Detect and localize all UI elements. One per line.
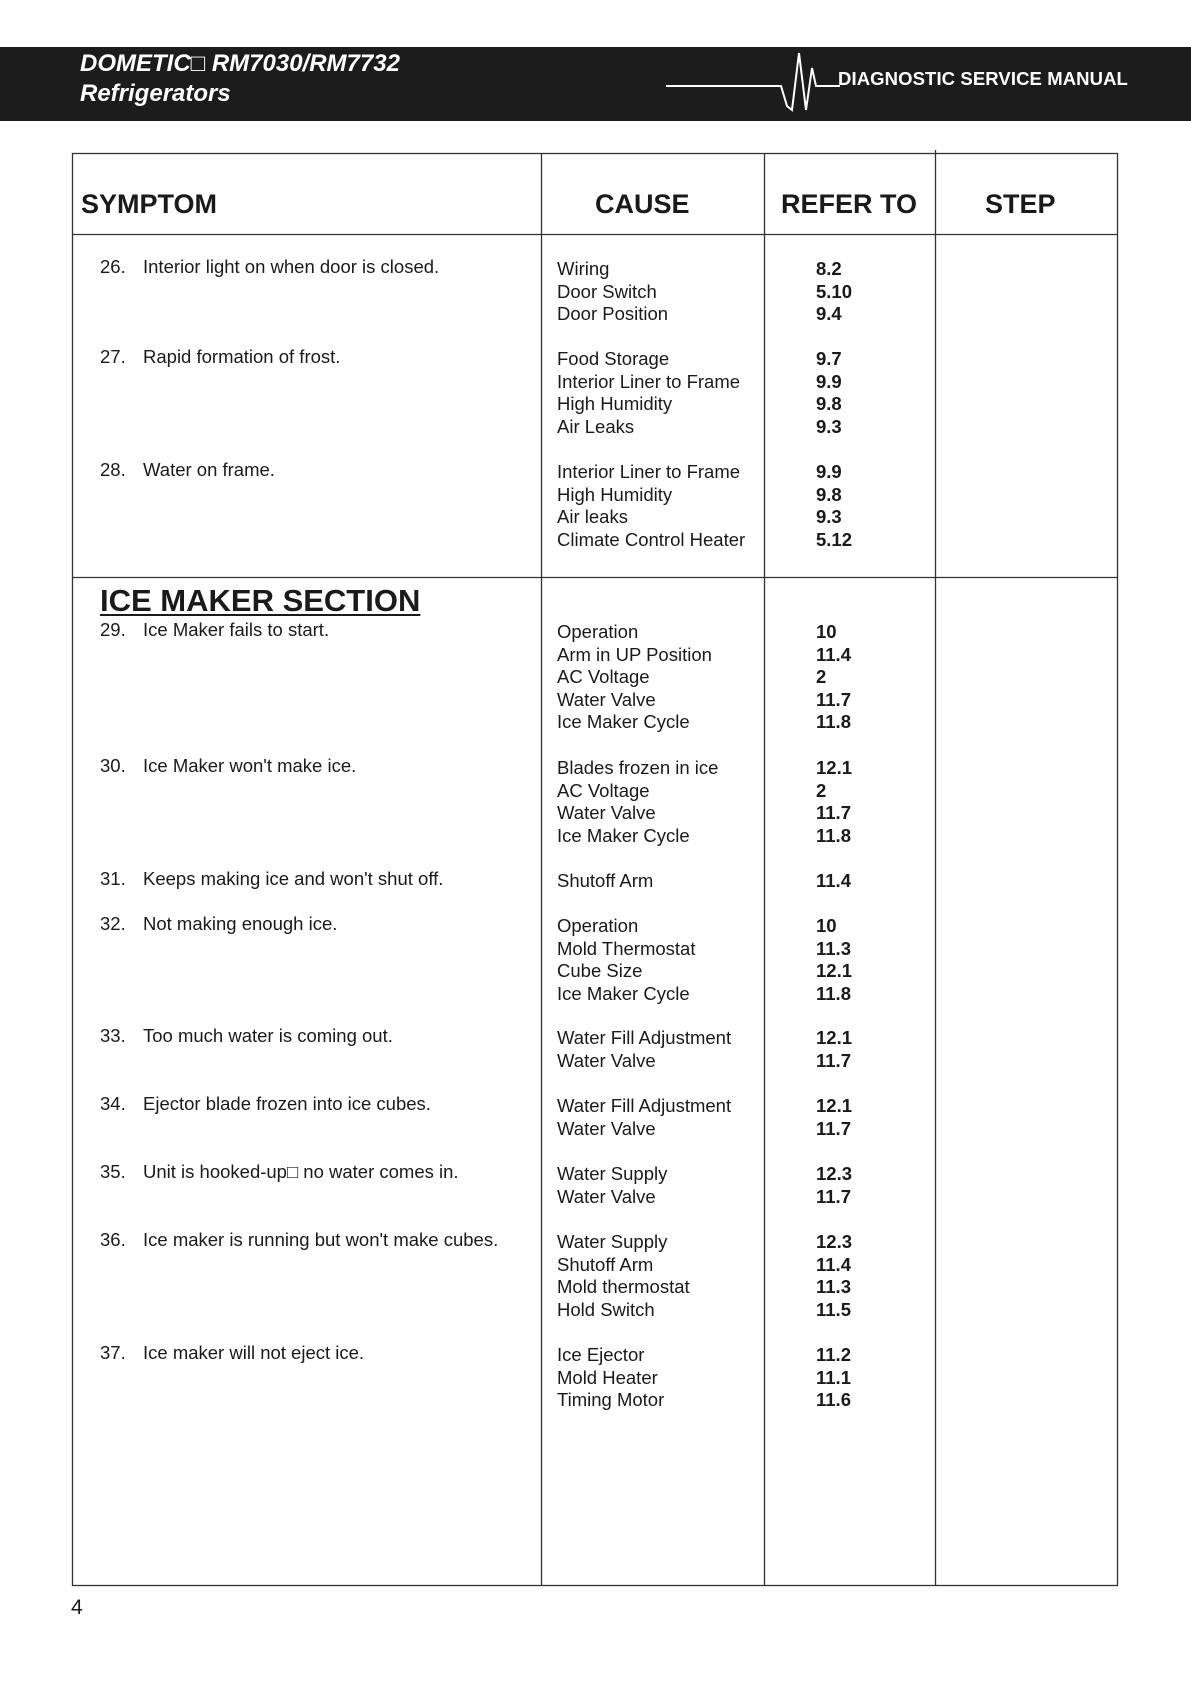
symptom-number: 32. [100, 913, 126, 934]
section-title: ICE MAKER SECTION [100, 583, 421, 618]
cause-item: Ice Maker Cycle [557, 824, 690, 846]
cause-item: Water Fill Adjustment [557, 1027, 732, 1048]
reference-item: 12.1 [816, 960, 853, 981]
column-header-step: STEP [985, 189, 1056, 219]
symptom-number: 26. [100, 256, 126, 277]
symptom-text: Ice Maker won't make ice. [143, 755, 357, 776]
reference-list [816, 870, 851, 893]
reference-item: 9.3 [816, 506, 842, 527]
cause-item: Door Switch [557, 280, 657, 302]
symptom-number: 33. [100, 1025, 126, 1046]
title-line-model: DOMETIC□ RM7030/RM7732 [80, 50, 400, 77]
cause-item: Timing Motor [557, 1389, 665, 1410]
cause-item: Ice Maker Cycle [557, 982, 690, 1004]
cause-item: Shutoff Arm [557, 870, 654, 891]
symptom-text: Ice maker will not eject ice. [143, 1342, 365, 1363]
symptom-text: Ejector blade frozen into ice cubes. [143, 1093, 431, 1114]
reference-item: 9.8 [816, 483, 842, 505]
cause-item: Arm in UP Position [557, 643, 712, 665]
cause-list [557, 870, 653, 893]
reference-item: 9.9 [816, 461, 842, 482]
cause-item: Water Valve [557, 802, 656, 823]
symptom-number: 28. [100, 459, 126, 480]
cause-item: Hold Switch [557, 1298, 655, 1320]
cause-item: Blades frozen in ice [557, 757, 719, 778]
reference-item: 11.7 [816, 1185, 851, 1207]
cause-list [557, 915, 695, 1005]
reference-item: 11.7 [816, 1049, 851, 1071]
cause-item: Food Storage [557, 348, 670, 369]
reference-item: 11.3 [816, 1276, 851, 1297]
reference-list [816, 1344, 851, 1412]
symptom-number: 36. [100, 1229, 126, 1250]
reference-item: 9.7 [816, 348, 842, 369]
symptom-text: Not making enough ice. [143, 913, 338, 934]
reference-item: 10 [816, 621, 837, 642]
reference-item: 11.5 [816, 1298, 851, 1320]
reference-item: 12.1 [816, 757, 853, 778]
column-header-symptom: SYMPTOM [81, 189, 218, 219]
reference-item: 12.1 [816, 1095, 853, 1116]
reference-item: 11.7 [816, 688, 851, 710]
reference-item: 11.7 [816, 802, 851, 823]
cause-item: High Humidity [557, 483, 673, 505]
cause-item: Water Supply [557, 1163, 668, 1184]
cause-item: AC Voltage [557, 779, 650, 801]
column-header-cause: CAUSE [595, 189, 690, 219]
cause-item: Mold thermostat [557, 1276, 690, 1297]
symptom-number: 35. [100, 1161, 126, 1182]
reference-list [816, 621, 851, 734]
reference-item: 11.1 [816, 1366, 851, 1388]
reference-item: 11.4 [816, 870, 851, 891]
reference-item: 9.8 [816, 393, 842, 414]
cause-item: Air leaks [557, 506, 628, 527]
cause-item: Interior Liner to Frame [557, 370, 741, 392]
reference-item: 2 [816, 666, 827, 687]
cause-item: Mold Heater [557, 1366, 658, 1388]
reference-item: 11.4 [816, 1253, 851, 1275]
cause-item: Mold Thermostat [557, 937, 696, 959]
cause-list [557, 1163, 667, 1208]
symptom-number: 27. [100, 346, 126, 367]
reference-item: 12.3 [816, 1231, 853, 1252]
cause-item: Interior Liner to Frame [557, 461, 741, 482]
symptom-text: Ice Maker fails to start. [143, 619, 330, 640]
symptom-text: Unit is hooked-up□ no water comes in. [143, 1161, 459, 1182]
symptom-text: Ice maker is running but won't make cubes. [143, 1229, 499, 1250]
cause-item: Water Valve [557, 1117, 656, 1139]
cause-item: Water Valve [557, 1049, 656, 1071]
reference-item: 9.9 [816, 370, 842, 392]
cause-item: High Humidity [557, 393, 673, 414]
symptom-number: 31. [100, 868, 126, 889]
cause-list [557, 1231, 690, 1321]
symptom-text: Too much water is coming out. [143, 1025, 393, 1046]
reference-item: 12.1 [816, 1027, 853, 1048]
cause-item: Ice Ejector [557, 1344, 645, 1365]
symptom-text: Interior light on when door is closed. [143, 256, 440, 277]
symptom-number: 34. [100, 1093, 126, 1114]
cause-item: Operation [557, 915, 639, 936]
reference-item: 11.3 [816, 937, 851, 959]
reference-item: 11.8 [816, 982, 851, 1004]
cause-item: Water Valve [557, 688, 656, 710]
page-number: 4 [71, 1596, 83, 1619]
reference-item: 11.8 [816, 824, 851, 846]
cause-list [557, 461, 745, 551]
manual-label: DIAGNOSTIC SERVICE MANUAL [838, 68, 1128, 89]
reference-item: 8.2 [816, 258, 842, 279]
reference-list [816, 1163, 852, 1208]
reference-list [816, 258, 852, 326]
reference-list [816, 1231, 852, 1321]
reference-list [816, 348, 842, 438]
cause-list [557, 757, 718, 847]
reference-list [816, 1027, 852, 1072]
cause-list [557, 1027, 731, 1072]
symptom-number: 30. [100, 755, 126, 776]
cause-item: Water Supply [557, 1231, 668, 1252]
reference-item: 2 [816, 779, 827, 801]
reference-item: 10 [816, 915, 837, 936]
cause-item: Water Fill Adjustment [557, 1095, 732, 1116]
reference-item: 11.4 [816, 643, 851, 665]
cause-item: Wiring [557, 258, 610, 279]
reference-item: 11.8 [816, 711, 851, 732]
reference-list [816, 757, 852, 847]
symptom-text: Water on frame. [143, 459, 275, 480]
cause-list [557, 1344, 664, 1412]
cause-item: Water Valve [557, 1185, 656, 1207]
symptom-text: Rapid formation of frost. [143, 346, 341, 367]
reference-list [816, 1095, 852, 1140]
cause-item: AC Voltage [557, 666, 650, 687]
reference-item: 11.7 [816, 1117, 851, 1139]
cause-list [557, 348, 740, 438]
cause-item: Cube Size [557, 960, 643, 981]
reference-item: 5.12 [816, 528, 853, 550]
cause-item: Door Position [557, 303, 669, 324]
title-line-product: Refrigerators [80, 80, 231, 107]
cause-item: Ice Maker Cycle [557, 711, 690, 732]
symptom-text: Keeps making ice and won't shut off. [143, 868, 444, 889]
symptom-number: 29. [100, 619, 126, 640]
reference-list [816, 915, 852, 1005]
cause-list [557, 621, 712, 734]
cause-list [557, 258, 668, 326]
reference-list [816, 461, 852, 551]
symptom-number: 37. [100, 1342, 126, 1363]
cause-item: Operation [557, 621, 639, 642]
cause-item: Climate Control Heater [557, 528, 746, 550]
reference-item: 11.2 [816, 1344, 851, 1365]
cause-item: Air Leaks [557, 415, 635, 437]
reference-item: 5.10 [816, 280, 853, 302]
reference-item: 9.3 [816, 415, 842, 437]
cause-list [557, 1095, 731, 1140]
cause-item: Shutoff Arm [557, 1253, 654, 1275]
reference-item: 11.6 [816, 1389, 851, 1410]
reference-item: 9.4 [816, 303, 842, 324]
reference-item: 12.3 [816, 1163, 853, 1184]
column-header-refer-to: REFER TO [781, 189, 918, 219]
